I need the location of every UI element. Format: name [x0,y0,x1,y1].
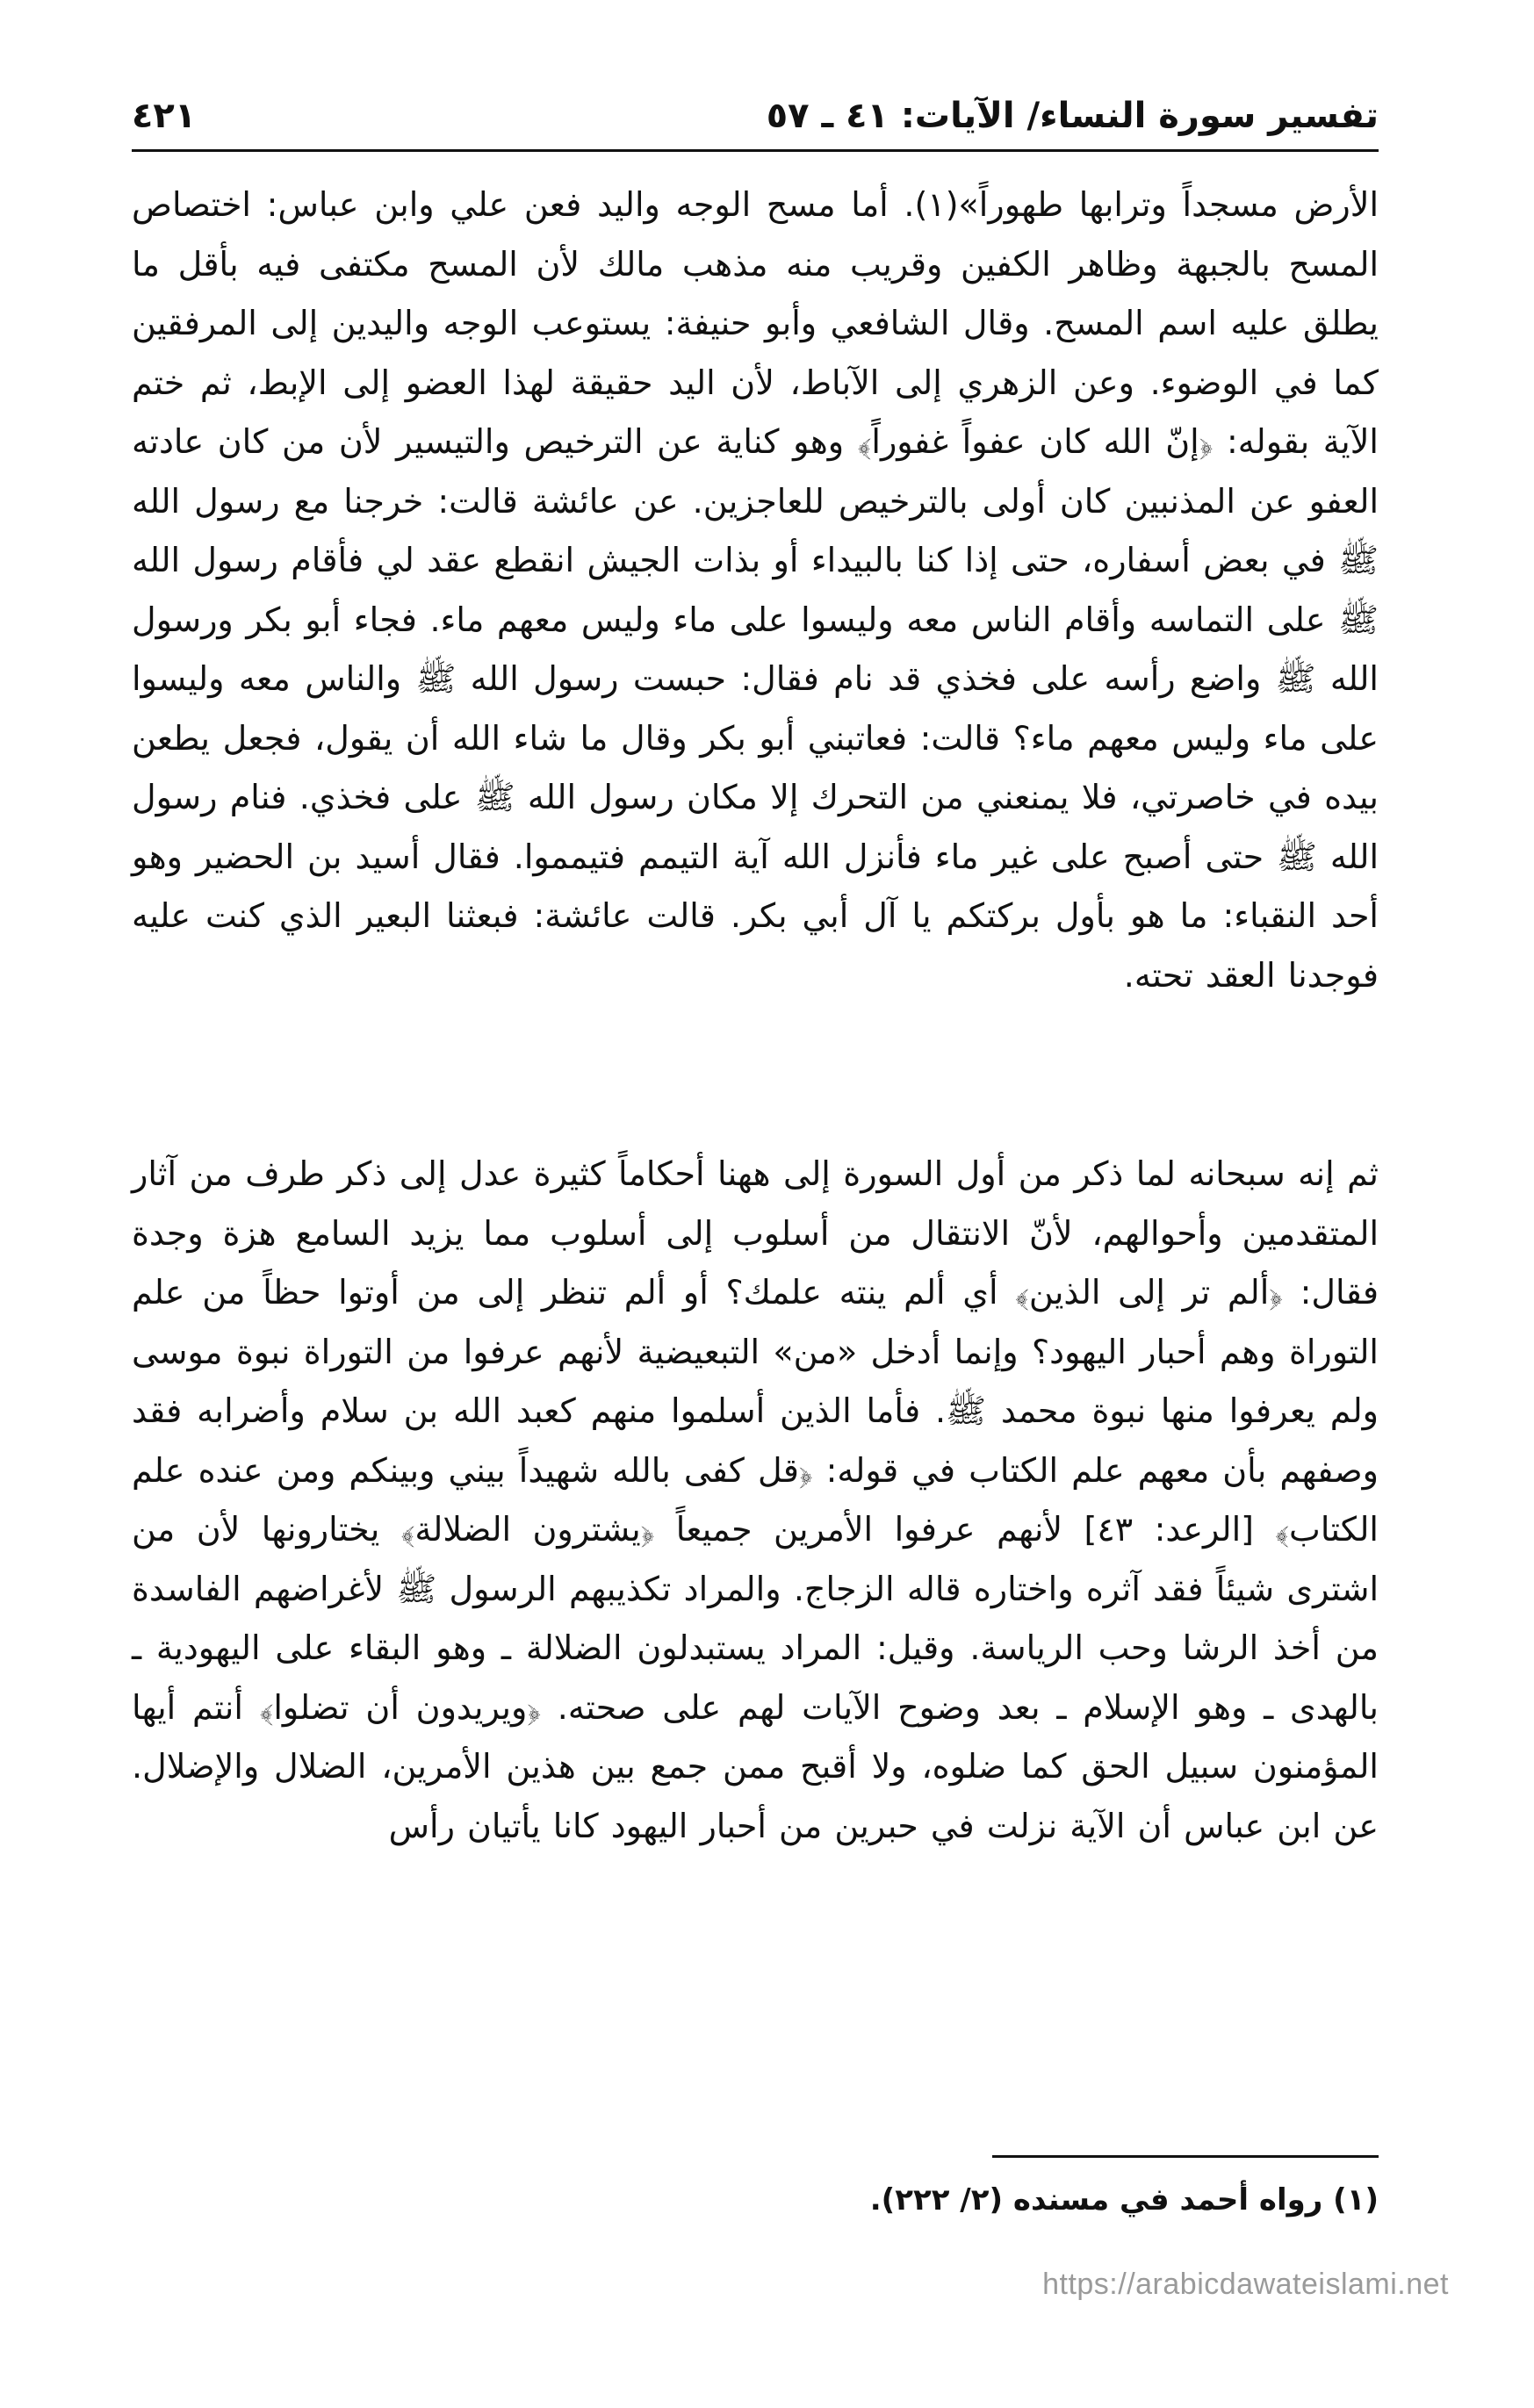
paragraph-2: ثم إنه سبحانه لما ذكر من أول السورة إلى ههنا أحكاماً كثيرة عدل إلى ذكر طرف من آثار المتقدمين وأحوالهم، لأنّ الانتقال من أسلوب إلى أسلوب مما يزيد السامع هزة وجدة فقال: ﴿ألم تر إلى الذين﴾ أي ألم ينته علمك؟ أو ألم تنظر إلى من أوتوا حظاً من علم التوراة وهم أحبار اليهود؟ وإنما أدخل «من» التبعيضية لأنهم عرفوا من التوراة نبوة موسى ولم يعرفوا منها نبوة محمد ﷺ. فأما الذين أسلموا منهم كعبد الله بن سلام وأضرابه فقد وصفهم بأن معهم علم الكتاب في قوله: ﴿قل كفى بالله شهيداً بيني وبينكم ومن عنده علم الكتاب﴾ [الرعد: ٤٣] لأنهم عرفوا الأمرين جميعاً ﴿يشترون الضلالة﴾ يختارونها لأن من اشترى شيئاً فقد آثره واختاره قاله الزجاج. والمراد تكذيبهم الرسول ﷺ لأغراضهم الفاسدة من أخذ الرشا وحب الرياسة. وقيل: المراد يستبدلون الضلالة ـ وهو البقاء على اليهودية ـ بالهدى ـ وهو الإسلام ـ بعد وضوح الآيات لهم على صحته. ﴿ويريدون أن تضلوا﴾ أنتم أيها المؤمنون سبيل الحق كما ضلوه، ولا أقبح ممن جمع بين هذين الأمرين، الضلال والإضلال. عن ابن عباس أن الآية نزلت في حبرين من أحبار اليهود كانا يأتيان رأس [132,1154,1379,1845]
main-text [132,176,1379,2093]
footnote: (١) رواه أحمد في مسنده (٢/ ٢٢٢). [869,2182,1379,2218]
page-number: ٤٢١ [132,96,197,136]
paragraph-1: الأرض مسجداً وترابها طهوراً»(١). أما مسح الوجه واليد فعن علي وابن عباس: اختصاص المسح بالجبهة وظاهر الكفين وقريب منه مذهب مالك لأن المسح مكتفى فيه بأقل ما يطلق عليه اسم المسح. وقال الشافعي وأبو حنيفة: يستوعب الوجه واليدين إلى المرفقين كما في الوضوء. وعن الزهري إلى الآباط، لأن اليد حقيقة لهذا العضو إلى الإبط، ثم ختم الآية بقوله: ﴿إنّ الله كان عفواً غفوراً﴾ وهو كناية عن الترخيص والتيسير لأن من كان عادته العفو عن المذنبين كان أولى بالترخيص للعاجزين. عن عائشة قالت: خرجنا مع رسول الله ﷺ في بعض أسفاره، حتى إذا كنا بالبيداء أو بذات الجيش انقطع عقد لي فأقام رسول الله ﷺ على التماسه وأقام الناس معه وليسوا على ماء وليس معهم ماء. فجاء أبو بكر ورسول الله ﷺ واضع رأسه على فخذي قد نام فقال: حبست رسول الله ﷺ والناس معه وليسوا على ماء وليس معهم ماء؟ قالت: فعاتبني أبو بكر وقال ما شاء الله أن يقول، فجعل يطعن بيده في خاصرتي، فلا يمنعني من التحرك إلا مكان رسول الله ﷺ على فخذي. فنام رسول الله ﷺ حتى أصبح على غير ماء فأنزل الله آية التيمم فتيمموا. فقال أسيد بن الحضير وهو أحد النقباء: ما هو بأول بركتكم يا آل أبي بكر. قالت عائشة: فبعثنا البعير الذي كنت عليه فوجدنا العقد تحته. [132,185,1379,995]
page-header [132,91,1379,153]
watermark-url: https://arabicdawateislami.net [1042,2268,1449,2301]
header-divider [132,149,1379,152]
footnote-divider [992,2155,1379,2158]
running-title: تفسير سورة النساء/ الآيات: ٤١ ـ ٥٧ [766,96,1379,136]
